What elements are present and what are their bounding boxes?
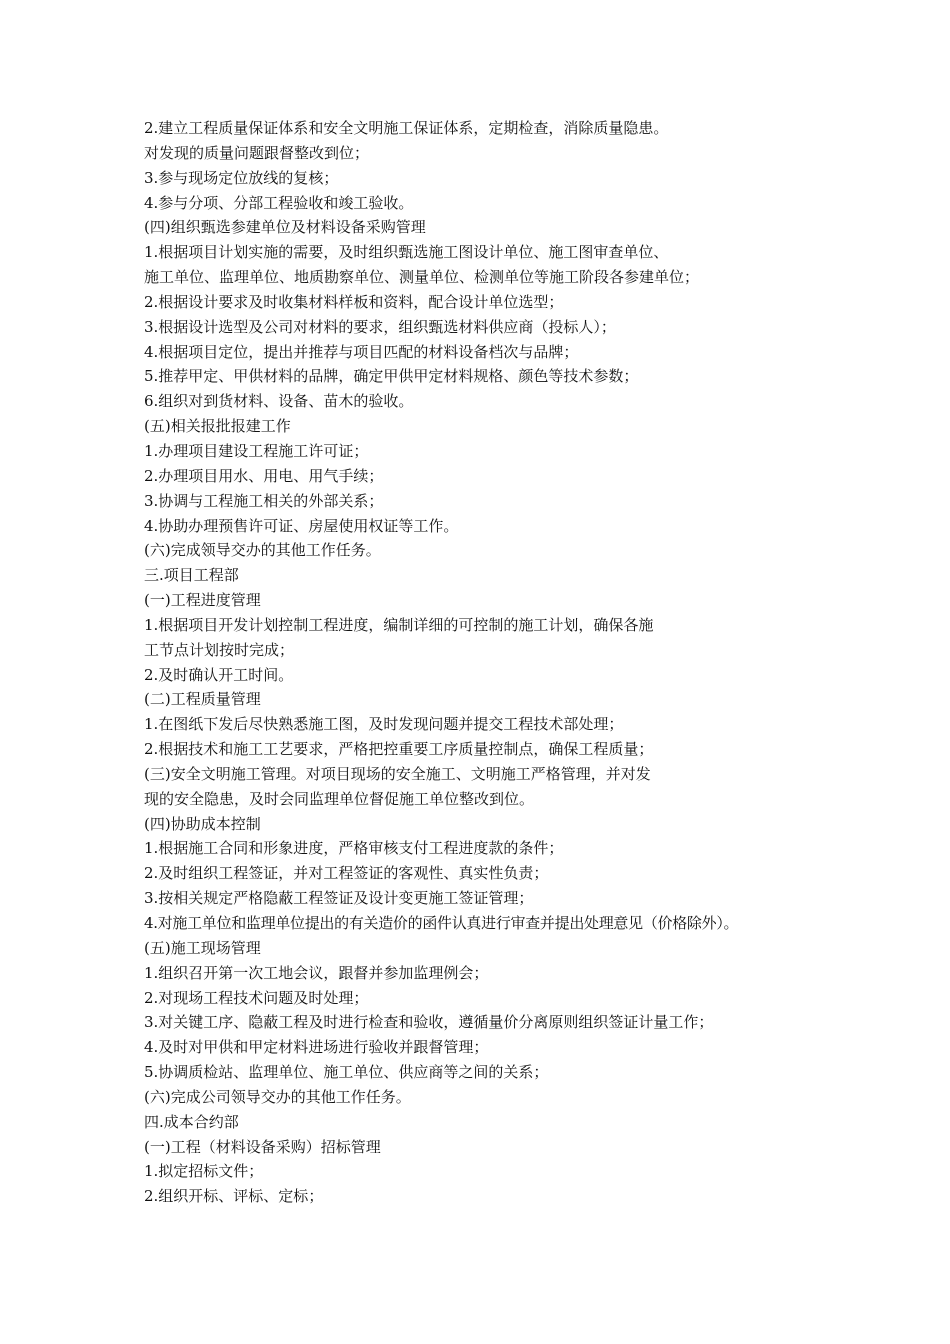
text-line: 3.协调与工程施工相关的外部关系； [144, 491, 384, 510]
section-heading: (四)协助成本控制 [144, 814, 261, 833]
text-line: 2.组织开标、评标、定标； [144, 1187, 324, 1206]
section-heading: (五)施工现场管理 [144, 938, 261, 957]
chapter-heading: 三.项目工程部 [144, 566, 239, 585]
section-heading: (三)安全文明施工管理。对项目现场的安全施工、文明施工严格管理，并对发 [144, 764, 651, 783]
text-line: 4.根据项目定位，提出并推荐与项目匹配的材料设备档次与品牌； [144, 342, 579, 361]
text-line: 2.及时确认开工时间。 [144, 665, 294, 684]
text-line: 4.及时对甲供和甲定材料进场进行验收并跟督管理； [144, 1038, 489, 1057]
text-line: 5.协调质检站、监理单位、施工单位、供应商等之间的关系； [144, 1063, 549, 1082]
text-line: 3.参与现场定位放线的复核； [144, 168, 339, 187]
section-heading: (六)完成领导交办的其他工作任务。 [144, 541, 381, 560]
text-line: 工节点计划按时完成； [144, 640, 295, 659]
section-heading: (六)完成公司领导交办的其他工作任务。 [144, 1087, 411, 1106]
text-line: 对发现的质量问题跟督整改到位； [144, 143, 370, 162]
text-line: 1.根据项目计划实施的需要，及时组织甄选施工图设计单位、施工图审查单位、 [144, 243, 669, 262]
chapter-heading: 四.成本合约部 [144, 1112, 239, 1131]
section-heading: (五)相关报批报建工作 [144, 417, 291, 436]
document-body [144, 116, 844, 1209]
text-line: 1.组织召开第一次工地会议，跟督并参加监理例会； [144, 963, 489, 982]
section-heading: (一)工程进度管理 [144, 591, 261, 610]
text-line: 2.建立工程质量保证体系和安全文明施工保证体系，定期检查，消除质量隐患。 [144, 119, 669, 137]
text-line: 4.协助办理预售许可证、房屋使用权证等工作。 [144, 516, 459, 535]
text-line: 1.根据施工合同和形象进度，严格审核支付工程进度款的条件； [144, 839, 564, 858]
text-line: 1.办理项目建设工程施工许可证； [144, 441, 369, 460]
text-line: 3.对关键工序、隐蔽工程及时进行检查和验收，遵循量价分离原则组织签证计量工作； [144, 1013, 714, 1032]
text-line: 2.根据设计要求及时收集材料样板和资料，配合设计单位选型； [144, 292, 564, 311]
text-line: 2.根据技术和施工工艺要求，严格把控重要工序质量控制点，确保工程质量； [144, 740, 654, 759]
text-line: 4.对施工单位和监理单位提出的有关造价的函件认真进行审查并提出处理意见（价格除外）。 [144, 914, 739, 932]
text-line: 施工单位、监理单位、地质勘察单位、测量单位、检测单位等施工阶段各参建单位； [144, 268, 700, 287]
text-line: 2.及时组织工程签证，并对工程签证的客观性、真实性负责； [144, 864, 549, 883]
text-line: 4.参与分项、分部工程验收和竣工验收。 [144, 193, 414, 212]
section-heading: (四)组织甄选参建单位及材料设备采购管理 [144, 218, 426, 237]
text-line: 3.按相关规定严格隐蔽工程签证及设计变更施工签证管理； [144, 889, 534, 908]
text-line: 3.根据设计选型及公司对材料的要求，组织甄选材料供应商（投标人）； [144, 317, 616, 336]
text-line: 1.在图纸下发后尽快熟悉施工图，及时发现问题并提交工程技术部处理； [144, 715, 624, 734]
text-line: 5.推荐甲定、甲供材料的品牌，确定甲供甲定材料规格、颜色等技术参数； [144, 367, 639, 386]
text-line: 2.办理项目用水、用电、用气手续； [144, 466, 384, 485]
text-line: 1.拟定招标文件； [144, 1162, 264, 1181]
section-heading: (一)工程（材料设备采购）招标管理 [144, 1137, 381, 1156]
text-line: 1.根据项目开发计划控制工程进度，编制详细的可控制的施工计划，确保各施 [144, 615, 654, 634]
section-heading: (二)工程质量管理 [144, 690, 261, 709]
text-line: 2.对现场工程技术问题及时处理； [144, 988, 369, 1007]
text-line: 现的安全隐患，及时会同监理单位督促施工单位整改到位。 [144, 789, 535, 808]
text-line: 6.组织对到货材料、设备、苗木的验收。 [144, 392, 414, 411]
